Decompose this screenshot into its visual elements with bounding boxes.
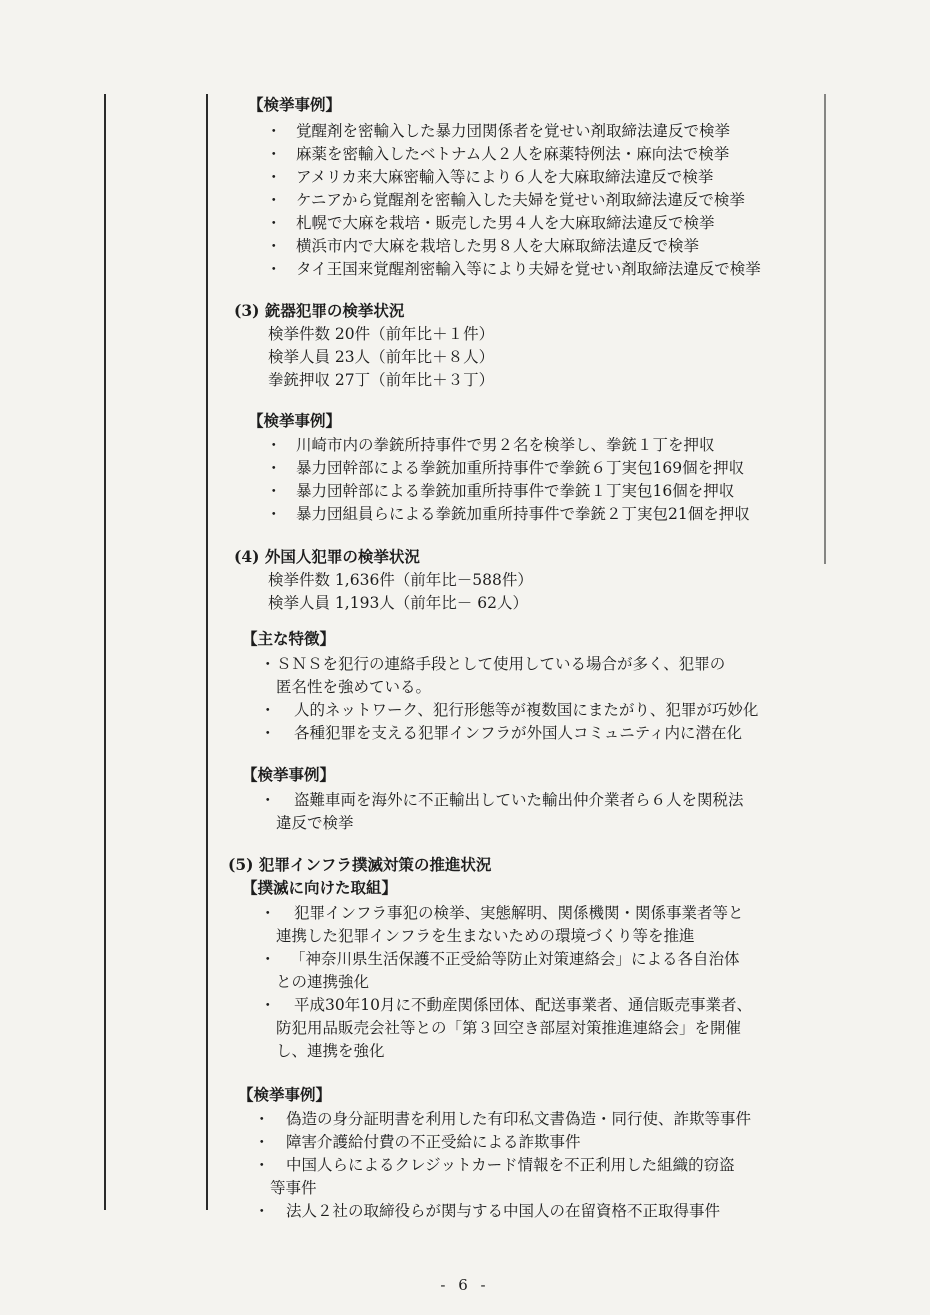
stat-line: 検挙件数 1,636件（前年比－588件）	[268, 571, 533, 589]
list-item: 障害介護給付費の不正受給による詐欺事件	[286, 1133, 581, 1151]
stat-line: 拳銃押収 27丁（前年比＋３丁）	[268, 371, 495, 389]
list-item: ケニアから覚醒剤を密輸入した夫婦を覚せい剤取締法違反で検挙	[296, 191, 745, 209]
section-title-infra: (5) 犯罪インフラ撲滅対策の推進状況	[228, 855, 492, 874]
right-margin-rule	[824, 94, 826, 564]
list-item-continuation: 違反で検挙	[276, 814, 354, 832]
list-item-continuation: 匿名性を強めている。	[276, 678, 432, 696]
list-item: 「神奈川県生活保護不正受給等防止対策連絡会」による各自治体	[290, 950, 740, 968]
list-bullet: ・	[260, 701, 276, 719]
list-item-continuation: 連携した犯罪インフラを生まないための環境づくり等を推進	[276, 927, 695, 945]
section-title-firearms: (3) 銃器犯罪の検挙状況	[234, 301, 405, 320]
stat-line: 検挙人員 1,193人（前年比－ 62人）	[268, 594, 528, 612]
list-item-continuation: との連携強化	[276, 973, 370, 991]
list-item: 平成30年10月に不動産関係団体、配送事業者、通信販売事業者、	[294, 996, 752, 1014]
list-item: 人的ネットワーク、犯行形態等が複数国にまたがり、犯罪が巧妙化	[294, 701, 759, 719]
list-item: 暴力団幹部による拳銃加重所持事件で拳銃１丁実包16個を押収	[296, 482, 735, 500]
list-bullet: ・	[266, 145, 282, 163]
list-item: 覚醒剤を密輸入した暴力団関係者を覚せい剤取締法違反で検挙	[296, 122, 731, 140]
list-item: アメリカ来大麻密輸入等により６人を大麻取締法違反で検挙	[296, 168, 714, 186]
stat-line: 検挙件数 20件（前年比＋１件）	[268, 325, 495, 343]
list-item: 中国人らによるクレジットカード情報を不正利用した組織的窃盗	[286, 1156, 735, 1174]
list-bullet: ・	[266, 436, 282, 454]
firearms-examples-heading: 【検挙事例】	[248, 411, 342, 430]
list-bullet: ・	[266, 505, 282, 523]
drug-examples-heading: 【検挙事例】	[248, 95, 342, 114]
column-rule	[206, 94, 208, 1210]
list-bullet: ・	[254, 1156, 270, 1174]
stat-line: 検挙人員 23人（前年比＋８人）	[268, 348, 495, 366]
list-bullet: ・	[266, 482, 282, 500]
features-heading: 【主な特徴】	[242, 629, 336, 648]
list-item-continuation: 等事件	[270, 1179, 317, 1197]
list-bullet: ・	[260, 655, 276, 673]
list-bullet: ・	[266, 122, 282, 140]
page-number: - 6 -	[440, 1276, 490, 1294]
list-bullet: ・	[260, 791, 276, 809]
list-bullet: ・	[254, 1110, 270, 1128]
list-bullet: ・	[260, 904, 276, 922]
list-item: 札幌で大麻を栽培・販売した男４人を大麻取締法違反で検挙	[296, 214, 715, 232]
list-bullet: ・	[266, 214, 282, 232]
list-bullet: ・	[260, 724, 276, 742]
list-item: 犯罪インフラ事犯の検挙、実態解明、関係機関・関係事業者等と	[294, 904, 744, 922]
list-bullet: ・	[260, 950, 276, 968]
list-bullet: ・	[266, 168, 282, 186]
list-item: 横浜市内で大麻を栽培した男８人を大麻取締法違反で検挙	[296, 237, 700, 255]
efforts-heading: 【撲滅に向けた取組】	[242, 878, 398, 897]
list-item: 麻薬を密輸入したベトナム人２人を麻薬特例法・麻向法で検挙	[296, 145, 730, 163]
list-item-continuation: し、連携を強化	[276, 1042, 385, 1060]
infra-examples-heading: 【検挙事例】	[238, 1085, 332, 1104]
list-item: 偽造の身分証明書を利用した有印私文書偽造・同行使、詐欺等事件	[286, 1110, 752, 1128]
list-item: 川崎市内の拳銃所持事件で男２名を検挙し、拳銃１丁を押収	[296, 436, 715, 454]
list-item-continuation: 防犯用品販売会社等との「第３回空き部屋対策推進連絡会」を開催	[276, 1019, 742, 1037]
list-item: 暴力団幹部による拳銃加重所持事件で拳銃６丁実包169個を押収	[296, 459, 745, 477]
foreign-examples-heading: 【検挙事例】	[242, 765, 336, 784]
list-bullet: ・	[266, 237, 282, 255]
list-bullet: ・	[266, 260, 282, 278]
list-item: ＳＮＳを犯行の連絡手段として使用している場合が多く、犯罪の	[276, 655, 726, 673]
list-bullet: ・	[266, 191, 282, 209]
list-item: 盗難車両を海外に不正輸出していた輸出仲介業者ら６人を関税法	[294, 791, 744, 809]
list-item: タイ王国来覚醒剤密輸入等により夫婦を覚せい剤取締法違反で検挙	[296, 260, 761, 278]
section-title-foreign: (4) 外国人犯罪の検挙状況	[234, 547, 420, 566]
left-margin-rule	[104, 94, 106, 1210]
list-item: 法人２社の取締役らが関与する中国人の在留資格不正取得事件	[286, 1202, 721, 1220]
list-bullet: ・	[260, 996, 276, 1014]
list-bullet: ・	[254, 1133, 270, 1151]
list-item: 各種犯罪を支える犯罪インフラが外国人コミュニティ内に潜在化	[294, 724, 742, 742]
list-bullet: ・	[254, 1202, 270, 1220]
list-bullet: ・	[266, 459, 282, 477]
list-item: 暴力団組員らによる拳銃加重所持事件で拳銃２丁実包21個を押収	[296, 505, 750, 523]
